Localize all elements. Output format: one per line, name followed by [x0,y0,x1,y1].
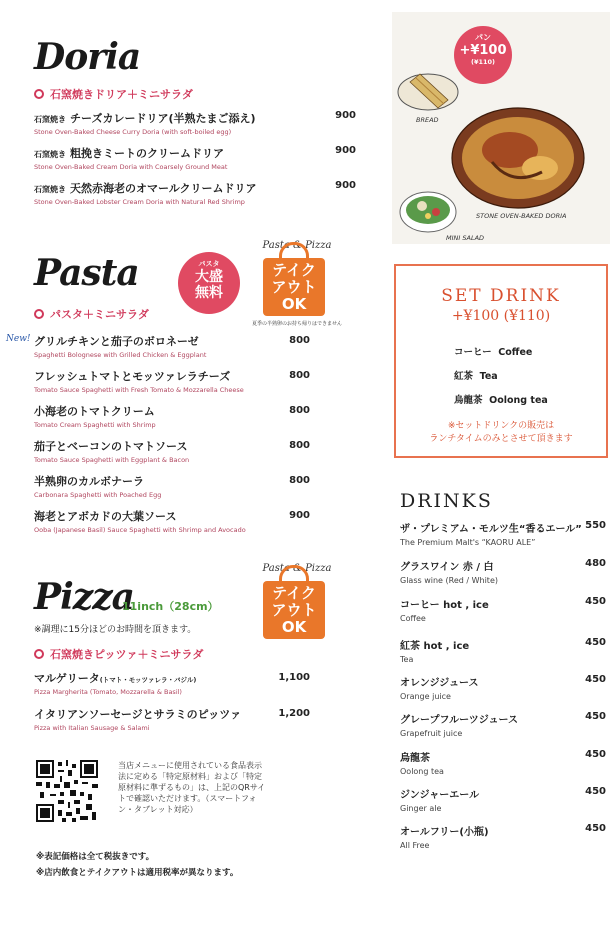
item-name: マルゲリータ [34,672,100,685]
item-price: 900 [335,145,356,156]
item-name: フレッシュトマトとモッツァレラチーズ [34,370,231,383]
drink-item [400,596,606,623]
drink-item [400,637,606,664]
drink-jp: 烏龍茶 [400,753,430,764]
new-label: New! [6,334,31,344]
drink-item [400,749,606,776]
item-english: Tomato Cream Spaghetti with Shrimp [34,421,156,429]
item-price: 900 [335,180,356,191]
pizza-subtitle-text: 石窯焼きピッツァ＋ミニサラダ [50,648,204,661]
drink-jp: ザ・プレミアム・モルツ生“香るエール” [400,524,582,535]
item-price: 800 [289,440,310,451]
item-price: 800 [289,335,310,346]
drink-en: Tea [400,655,414,664]
drink-jp: グラスワイン 赤 / 白 [400,562,494,573]
takeout-label: Pasta & Pizza [262,240,332,251]
drink-jp: コーヒー [454,347,492,358]
drink-en: Oolong tea [400,767,444,776]
drink-jp: 紅茶 [454,371,474,382]
drink-price: 450 [585,596,606,607]
doria-subtitle [34,86,193,102]
drink-en: Coffee [498,347,533,358]
item-price: 900 [335,110,356,121]
drink-jp: ジンジャーエール [400,790,480,801]
takeout-text: テイク アウト OK [263,581,325,639]
drink-item [400,823,606,850]
item-name-sub: (トマト・モッツァレラ・バジル) [99,676,197,684]
doria-dish-icon [452,108,584,208]
pasta-title: Pasta [34,252,139,294]
item-name: 天然赤海老のオマールクリームドリア [70,182,257,195]
drink-price: 550 [585,520,606,531]
item-name: 海老とアボカドの大葉ソース [34,510,177,523]
drink-price: 450 [585,823,606,834]
pasta-item [34,438,310,464]
doria-subtitle-text: 石窯焼きドリア＋ミニサラダ [50,88,193,101]
item-english: Stone Oven-Baked Lobster Cream Doria with Natural Red Shrimp [34,198,245,206]
drink-jp: 烏龍茶 [454,395,483,406]
item-name: 小海老のトマトクリーム [34,405,155,418]
drink-jp: オレンジジュース [400,678,479,689]
drink-item [400,674,606,701]
pizza-item [34,706,310,732]
badge-top: パン [475,33,491,42]
drink-item [400,711,606,738]
doria-item [34,110,364,136]
item-english: Stone Oven-Baked Cheese Curry Doria (with soft-boiled egg) [34,128,232,136]
circle-icon [34,89,44,99]
drink-en: Orange juice [400,692,451,701]
pasta-subtitle [34,306,149,322]
bread-price-badge [454,26,512,84]
item-name: 粗挽きミートのクリームドリア [70,147,224,160]
takeout-label: Pasta & Pizza [262,563,332,574]
mini-salad-icon [400,192,456,232]
footer-note: ※表記価格は全て税抜きです。 [36,852,155,862]
salad-label: MINI SALAD [446,234,485,242]
item-english: Pizza Margherita (Tomato, Mozzarella & Basil) [34,688,182,696]
drink-price: 450 [585,749,606,760]
item-name: 半熟卵のカルボナーラ [34,475,144,488]
pizza-size: 11inch（28cm） [122,600,219,613]
item-english: Carbonara Spaghetti with Poached Egg [34,491,162,499]
drink-jp: 紅茶 hot , ice [400,641,470,652]
pizza-subtitle [34,646,203,662]
item-english: Stone Oven-Baked Cream Doria with Coarsely Ground Meat [34,163,228,171]
item-name: イタリアンソーセージとサラミのピッツァ [34,708,242,721]
set-drink-title: SET DRINK [441,286,561,306]
item-english: Pizza with Italian Sausage & Salami [34,724,150,732]
set-drink-note: ※セットドリンクの販売は ランチタイムのみとさせて頂きます [429,421,573,444]
qr-code-icon[interactable] [36,760,98,822]
drink-jp: オールフリー(小瓶) [400,827,489,838]
doria-title: Doria [34,36,141,78]
circle-icon [34,309,44,319]
pizza-title: Pizza [34,576,134,618]
drink-item [400,520,606,547]
item-english: Tomato Sauce Spaghetti with Eggplant & Bacon [34,456,190,464]
set-drink-box [394,264,608,458]
doria-item [34,145,364,171]
item-english: Tomato Sauce Spaghetti with Fresh Tomato & Mozzarella Cheese [34,386,244,394]
set-drink-item [454,368,498,382]
doria-label: STONE OVEN-BAKED DORIA [476,212,567,220]
drink-en: Oolong tea [489,395,548,406]
item-name: グリルチキンと茄子のボロネーゼ [34,335,199,348]
item-name: チーズカレードリア(半熟たまご添え) [70,112,256,125]
takeout-bag-pasta [262,240,332,316]
takeout-text: テイク アウト OK [263,258,325,316]
drink-en: Ginger ale [400,804,442,813]
bread-label: BREAD [416,116,439,124]
drink-en: Glass wine (Red / White) [400,576,498,585]
takeout-note: 夏季の半熟卵のお持ち帰りはできません [252,321,343,327]
drink-en: Coffee [400,614,426,623]
pasta-item [34,473,310,499]
item-name: 茄子とベーコンのトマトソース [34,440,188,453]
drink-price: 450 [585,674,606,685]
item-price: 1,100 [278,672,310,683]
drinks-title: DRINKS [400,490,493,512]
large-portion-badge [178,252,240,314]
footer-note: ※店内飲食とテイクアウトは適用税率が異なります。 [36,868,239,878]
item-english: Spaghetti Bolognese with Grilled Chicken & Eggplant [34,351,207,359]
item-prefix: 石窯焼き [34,185,66,194]
item-prefix: 石窯焼き [34,115,66,124]
pasta-item [34,333,310,359]
drink-jp: グレープフルーツジュース [400,715,518,726]
pizza-note: ※調理に15分ほどのお時間を頂きます。 [34,625,197,635]
item-price: 1,200 [278,708,310,719]
item-price: 900 [289,510,310,521]
set-drink-item [454,344,532,358]
item-price: 800 [289,475,310,486]
pasta-item [34,508,310,534]
circle-icon [34,649,44,659]
drink-price: 450 [585,711,606,722]
pizza-item [34,670,310,696]
takeout-bag-pizza [262,563,332,639]
drink-en: Grapefruit juice [400,729,463,738]
drink-price: 450 [585,637,606,648]
set-drink-price: +¥100 (¥110) [451,308,551,324]
bread-icon [398,74,458,110]
item-english: Ooba (Japanese Basil) Sauce Spaghetti with Shrimp and Avocado [34,526,246,534]
item-prefix: 石窯焼き [34,150,66,159]
drink-item [400,786,606,813]
food-illustration [392,12,610,244]
drink-en: All Free [400,841,430,850]
pasta-item [34,368,310,394]
drink-en: Tea [479,371,498,382]
doria-item [34,180,364,206]
drink-en: The Premium Malt's “KAORU ALE” [400,538,536,547]
drink-price: 450 [585,786,606,797]
badge-tax: (¥110) [470,58,496,66]
set-drink-item [454,392,548,406]
badge-price: +¥100 [459,43,507,58]
item-price: 800 [289,405,310,416]
drink-jp: コーヒー hot , ice [400,600,489,611]
drink-price: 480 [585,558,606,569]
allergen-note: 当店メニューに使用されている食品表示法に定める「特定原材料」および「特定原材料に準ずるもの」は、上記のQRサイトで確認いただけます。（スマートフォン・タブレット対応） [118,761,266,814]
pasta-subtitle-text: パスタ＋ミニサラダ [50,308,149,321]
pasta-item [34,403,310,429]
badge-label: パスタ [198,260,220,268]
drink-item [400,558,606,585]
badge-text: 大盛 無料 [195,269,223,301]
item-price: 800 [289,370,310,381]
